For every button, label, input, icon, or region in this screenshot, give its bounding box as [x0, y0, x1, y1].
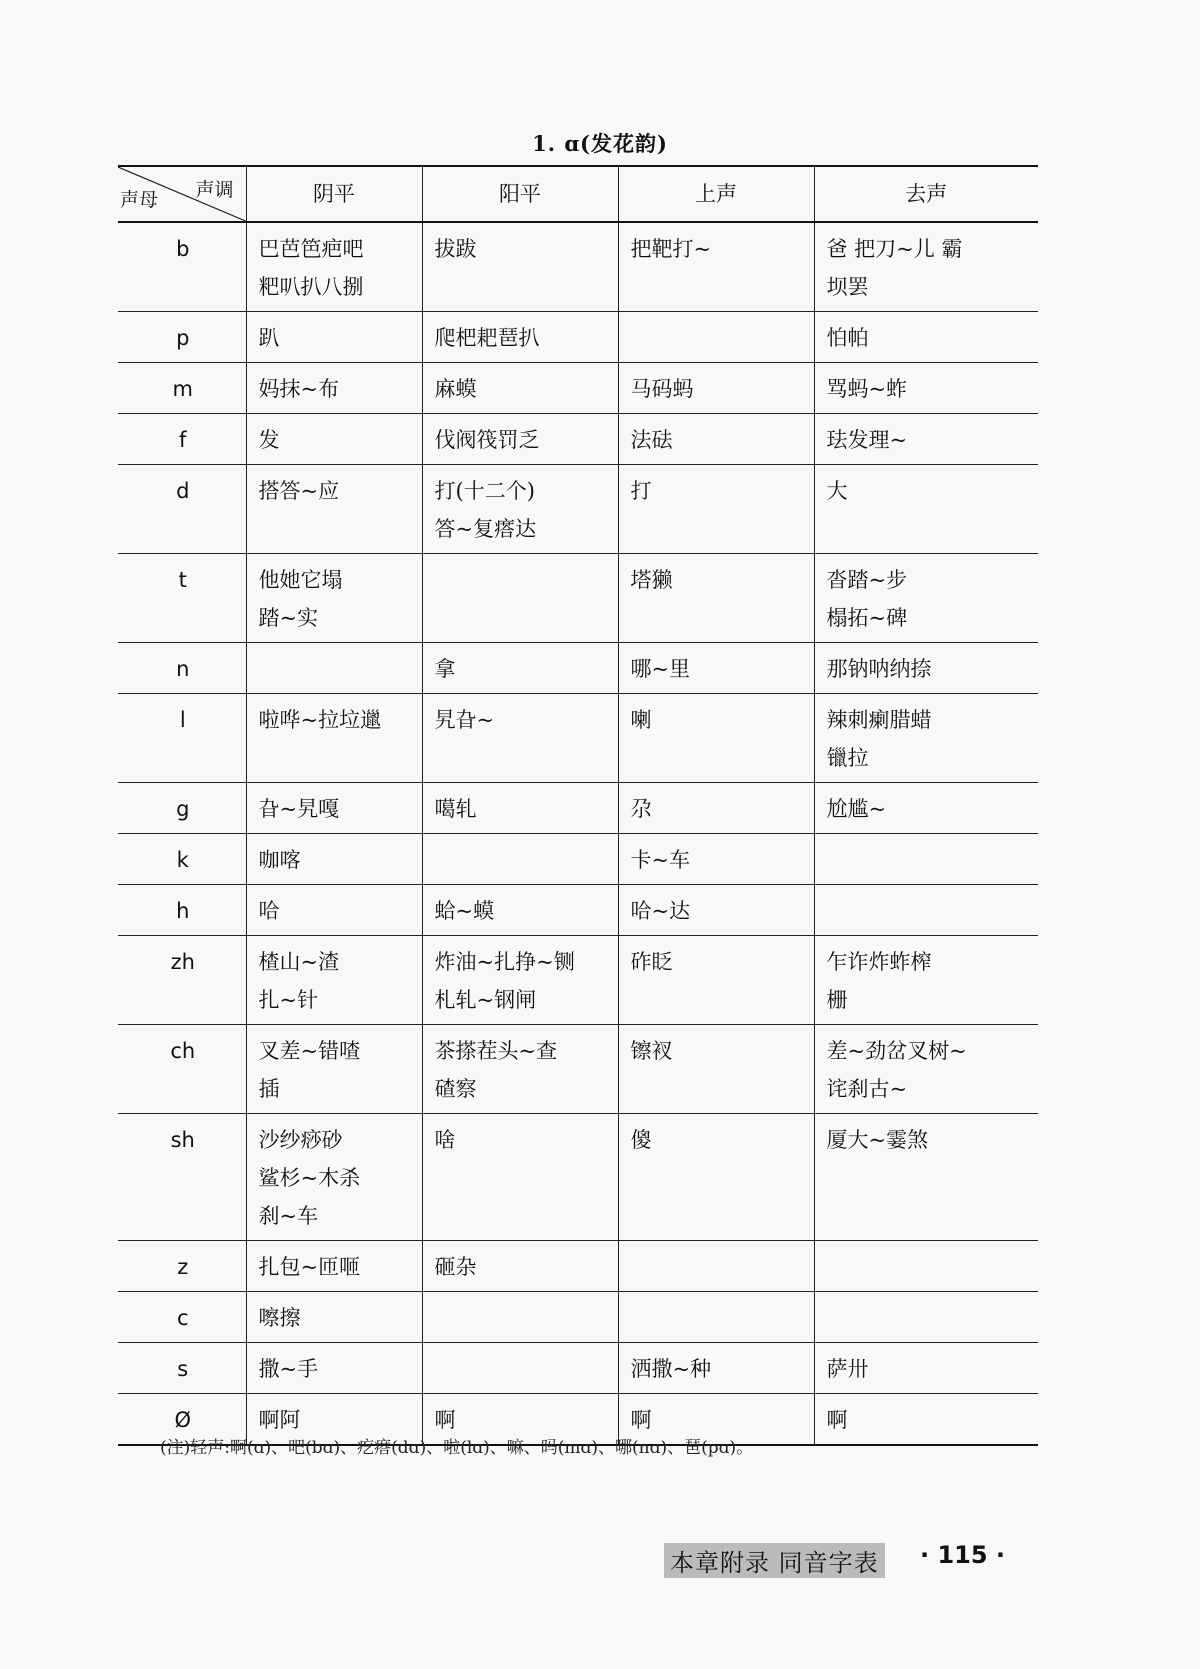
table-row [118, 312, 1038, 363]
character-cell [814, 1241, 1038, 1292]
character-cell [422, 363, 618, 414]
character-cell [814, 222, 1038, 312]
character-line: 打(十二个) [434, 479, 535, 503]
character-cell [618, 936, 814, 1025]
homophone-table [118, 165, 1038, 1446]
character-cell [814, 554, 1038, 643]
character-line: 诧刹古~ [826, 1077, 908, 1101]
character-line: 他她它塌 [258, 568, 343, 592]
initial-cell: f [118, 414, 246, 465]
character-line: 茶搽茬头~查 [434, 1039, 558, 1063]
character-cell [422, 694, 618, 783]
table-row [118, 1343, 1038, 1394]
character-line: 砟眨 [630, 950, 673, 974]
character-line: 趴 [258, 326, 280, 350]
character-cell [422, 1292, 618, 1343]
table-row [118, 222, 1038, 312]
character-cell [618, 1343, 814, 1394]
character-line: 踏~实 [258, 606, 319, 630]
character-line: 大 [826, 479, 848, 503]
character-line: 咖喀 [258, 848, 301, 872]
character-line: 答~复瘩达 [434, 517, 537, 541]
character-line: 啥 [434, 1128, 456, 1152]
character-line: 妈抹~布 [258, 377, 340, 401]
character-line: 打 [630, 479, 652, 503]
character-cell [814, 363, 1038, 414]
character-line: 嚓擦 [258, 1306, 301, 1330]
character-cell [246, 694, 422, 783]
page-title: 1. ɑ(发花韵) [532, 131, 668, 156]
character-line: 啊 [630, 1408, 652, 1432]
character-cell [618, 222, 814, 312]
character-line: 旯旮~ [434, 708, 495, 732]
initial-cell: k [118, 834, 246, 885]
character-cell [814, 1292, 1038, 1343]
character-cell [618, 834, 814, 885]
character-cell [814, 414, 1038, 465]
character-line: 蛤~蟆 [434, 899, 495, 923]
table-row [118, 1241, 1038, 1292]
character-cell [246, 643, 422, 694]
section-footer-label: 本章附录 同音字表 [664, 1543, 885, 1578]
character-line: 啊阿 [258, 1408, 301, 1432]
character-cell [814, 1343, 1038, 1394]
character-line: 珐发理~ [826, 428, 908, 452]
table-row [118, 554, 1038, 643]
initial-cell: p [118, 312, 246, 363]
corner-header-cell [118, 166, 246, 222]
character-cell [246, 1343, 422, 1394]
character-cell [618, 885, 814, 936]
character-line: 札轧~钢闸 [434, 988, 537, 1012]
character-line: 爬杷耙琶扒 [434, 326, 540, 350]
character-cell [814, 1114, 1038, 1241]
character-cell [246, 554, 422, 643]
table-row [118, 1114, 1038, 1241]
initial-cell: sh [118, 1114, 246, 1241]
character-line: 尕 [630, 797, 652, 821]
character-cell [814, 834, 1038, 885]
table-row [118, 1025, 1038, 1114]
initial-cell: b [118, 222, 246, 312]
character-cell [422, 222, 618, 312]
character-line: 镲衩 [630, 1039, 673, 1063]
character-line: 差~劲岔叉树~ [826, 1039, 967, 1063]
character-line: 沙纱痧砂 [258, 1128, 343, 1152]
initial-cell: ch [118, 1025, 246, 1114]
character-line: 怕帕 [826, 326, 869, 350]
character-line: 塔獭 [630, 568, 673, 592]
character-cell [422, 312, 618, 363]
corner-tone-label: 声调 [195, 179, 234, 201]
tone-header-yangping: 阳平 [422, 166, 618, 222]
character-cell [814, 936, 1038, 1025]
character-cell [618, 1241, 814, 1292]
character-cell [814, 783, 1038, 834]
character-cell [618, 465, 814, 554]
table-row [118, 363, 1038, 414]
character-cell [814, 312, 1038, 363]
character-cell [618, 643, 814, 694]
character-line: 榻拓~碑 [826, 606, 908, 630]
character-line: 马码蚂 [630, 377, 694, 401]
character-cell [246, 1292, 422, 1343]
table-row [118, 936, 1038, 1025]
character-line: 炸油~扎挣~铡 [434, 950, 575, 974]
character-cell [246, 834, 422, 885]
character-cell [618, 1114, 814, 1241]
character-cell [246, 1025, 422, 1114]
character-cell [618, 414, 814, 465]
character-cell [422, 834, 618, 885]
character-line: 坝罢 [826, 275, 869, 299]
character-cell [422, 643, 618, 694]
character-line: 搭答~应 [258, 479, 340, 503]
table-header-row [118, 166, 1038, 222]
initial-cell: c [118, 1292, 246, 1343]
page-number: · 115 · [920, 1541, 1006, 1569]
table-row [118, 643, 1038, 694]
table-row [118, 694, 1038, 783]
character-line: 刹~车 [258, 1204, 319, 1228]
character-line: 喇 [630, 708, 652, 732]
character-line: 洒撒~种 [630, 1357, 712, 1381]
character-cell [246, 312, 422, 363]
character-cell [814, 885, 1038, 936]
initial-cell: n [118, 643, 246, 694]
table-row [118, 783, 1038, 834]
character-line: 啊 [434, 1408, 456, 1432]
initial-cell: g [118, 783, 246, 834]
character-line: 骂蚂~蚱 [826, 377, 908, 401]
character-line: 啊 [826, 1408, 848, 1432]
initial-cell: l [118, 694, 246, 783]
character-cell [246, 465, 422, 554]
character-cell [618, 363, 814, 414]
character-cell [814, 465, 1038, 554]
character-cell [422, 554, 618, 643]
character-line: 乍诈炸蚱榨 [826, 950, 932, 974]
character-line: 萨卅 [826, 1357, 869, 1381]
initial-cell: s [118, 1343, 246, 1394]
table-row [118, 414, 1038, 465]
character-line: 旮~旯嘎 [258, 797, 340, 821]
character-line: 哈 [258, 899, 280, 923]
character-line: 啦哗~拉垃邋 [258, 708, 382, 732]
character-cell [422, 1343, 618, 1394]
character-cell [814, 694, 1038, 783]
character-cell [246, 1241, 422, 1292]
character-cell [246, 936, 422, 1025]
character-cell [422, 1025, 618, 1114]
character-cell [246, 1114, 422, 1241]
character-line: 麻蟆 [434, 377, 477, 401]
character-cell [618, 1292, 814, 1343]
character-line: 噶轧 [434, 797, 477, 821]
character-line: 那钠呐纳捺 [826, 657, 932, 681]
initial-cell: d [118, 465, 246, 554]
character-line: 撒~手 [258, 1357, 319, 1381]
character-cell [618, 1025, 814, 1114]
character-line: 楂山~渣 [258, 950, 340, 974]
character-line: 扎包~匝咂 [258, 1255, 361, 1279]
character-line: 栅 [826, 988, 848, 1012]
character-cell [422, 1241, 618, 1292]
character-cell [246, 414, 422, 465]
character-line: 厦大~霎煞 [826, 1128, 929, 1152]
character-line: 插 [258, 1077, 280, 1101]
character-line: 哪~里 [630, 657, 691, 681]
character-cell [422, 885, 618, 936]
footnote: (注)轻声:啊(ɑ)、吧(bɑ)、疙瘩(dɑ)、啦(lɑ)、嘛、吗(mɑ)、哪(nɑ)、琶(pɑ)。 [160, 1438, 754, 1458]
character-line: 鲨杉~木杀 [258, 1166, 361, 1190]
initial-cell: t [118, 554, 246, 643]
character-cell [618, 554, 814, 643]
character-cell [422, 1114, 618, 1241]
character-cell [422, 936, 618, 1025]
table-body [118, 222, 1038, 1445]
character-cell [422, 783, 618, 834]
character-cell [814, 643, 1038, 694]
tone-header-qusheng: 去声 [814, 166, 1038, 222]
character-line: 傻 [630, 1128, 652, 1152]
tone-header-shangsheng: 上声 [618, 166, 814, 222]
initial-cell: m [118, 363, 246, 414]
character-cell [618, 312, 814, 363]
character-line: 伐阀筏罚乏 [434, 428, 540, 452]
character-line: 哈~达 [630, 899, 691, 923]
character-line: 法砝 [630, 428, 673, 452]
character-cell [246, 885, 422, 936]
character-line: 叉差~错喳 [258, 1039, 361, 1063]
table-row [118, 465, 1038, 554]
character-line: 卡~车 [630, 848, 691, 872]
character-line: 拿 [434, 657, 456, 681]
character-line: 把靶打~ [630, 237, 712, 261]
initial-cell: z [118, 1241, 246, 1292]
character-cell [814, 1394, 1038, 1446]
character-line: 扎~针 [258, 988, 319, 1012]
initial-cell: h [118, 885, 246, 936]
character-line: 沓踏~步 [826, 568, 908, 592]
character-line: 巴芭笆疤吧 [258, 237, 364, 261]
character-line: 碴察 [434, 1077, 477, 1101]
character-line: 镴拉 [826, 746, 869, 770]
character-line: 粑叭扒八捌 [258, 275, 364, 299]
character-cell [422, 465, 618, 554]
character-cell [246, 783, 422, 834]
character-line: 砸杂 [434, 1255, 477, 1279]
character-line: 尬尴~ [826, 797, 887, 821]
character-cell [814, 1025, 1038, 1114]
character-line: 发 [258, 428, 280, 452]
character-cell [618, 694, 814, 783]
character-cell [422, 414, 618, 465]
character-cell [618, 783, 814, 834]
character-cell [246, 222, 422, 312]
initial-cell: Ø [118, 1394, 246, 1446]
corner-initial-label: 声母 [120, 189, 159, 211]
character-cell [246, 363, 422, 414]
table-row [118, 1292, 1038, 1343]
character-line: 辣刺瘌腊蜡 [826, 708, 932, 732]
tone-header-yinping: 阴平 [246, 166, 422, 222]
character-line: 拔跋 [434, 237, 477, 261]
table-row [118, 834, 1038, 885]
table-row [118, 885, 1038, 936]
initial-cell: zh [118, 936, 246, 1025]
character-line: 爸 把刀~儿 霸 [826, 237, 963, 261]
